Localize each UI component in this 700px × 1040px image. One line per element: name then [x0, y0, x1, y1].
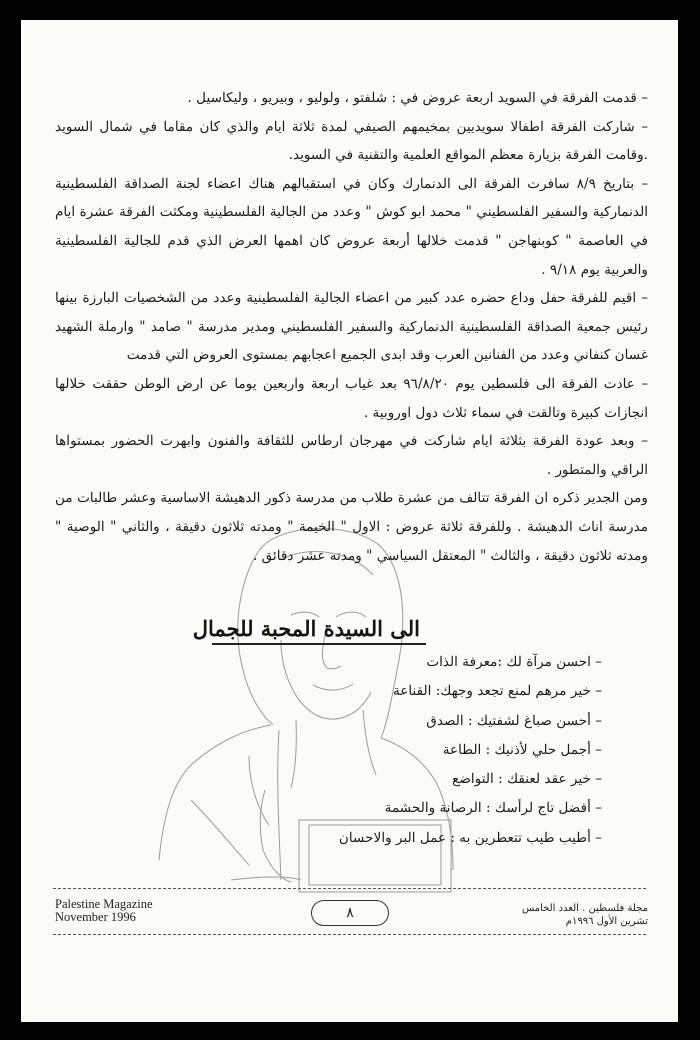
footer-top-divider — [53, 888, 646, 889]
heading-underline — [212, 643, 426, 645]
footer-magazine-name-ar: مجلة فلسطين . العدد الخامس — [521, 903, 648, 914]
article-paragraph: – شاركت الفرقة اطفالا سويديين بمخيمهم الصيفي لمدة ثلاثة ايام والذي كان مقاما في شمال السويد .وقامت الفرقة بزيارة معظم المواقع العلمية والتقنية في السويد. — [55, 118, 648, 164]
list-item: – خير مرهم لمنع تجعد وجهك: القناعة — [392, 683, 602, 700]
page-number: ٨ — [311, 900, 389, 926]
article-paragraph: – اقيم للفرقة حفل وداع حضره عدد كبير من اعضاء الجالية الفلسطينية وعدد من الشخصيات البارزة بينها رئيس جمعية الصداقة الفلسطينية الدنماركية والسفير الفلسطيني ومدير مدرسة " صامد " وارملة الشهيد غسان كنفاني وعدد من الفنانين العرب وقد ابدى الجميع اعجابهم بمستوى العروض التي قدمت — [55, 290, 648, 364]
list-item: – أطيب طيب تتعطرين به : عمل البر والاحسان — [338, 829, 602, 846]
magazine-page — [21, 20, 678, 1022]
footer-magazine-name-en: Palestine Magazine — [55, 897, 153, 911]
section-heading-block — [193, 616, 420, 645]
article-paragraph: – وبعد عودة الفرقة بثلاثة ايام شاركت في مهرجان ارطاس للثقافة والفنون وابهرت الحضور بمستواها الراقي والمتطور . — [55, 433, 648, 478]
section-heading: الى السيدة المحبة للجمال — [192, 616, 420, 641]
article-paragraph: ومن الجدير ذكره ان الفرقة تتالف من عشرة طلاب من مدرسة ذكور الدهيشة الاساسية وعشر طالبات من مدرسة اناث الدهيشة . وللفرقة ثلاثة عروض : الاول " الخيمة " ومدته ثلاثون دقيقة ، والثاني " الوصية " ومدته ثلاثون دقيقة ، والثالث " المعتقل السياسي " ومدته عشر دقائق . — [55, 490, 648, 564]
footer-date-ar: تشرين الأول ١٩٩٦م — [565, 916, 648, 927]
article-paragraph: – قدمت الفرقة في السويد اربعة عروض في : شلفتو ، ولوليو ، وبيريو ، وليكاسيل . — [187, 90, 648, 106]
footer-right — [522, 902, 648, 928]
beauty-advice-list — [339, 648, 602, 853]
list-item: – احسن مرآة لك :معرفة الذات — [426, 654, 602, 670]
list-item: – خير عقد لعنقك : التواضع — [452, 771, 602, 788]
article-paragraph: – بتاريخ ٨/٩ سافرت الفرقة الى الدنمارك وكان في استقبالهم هناك اعضاء لجنة الصداقة الفلسطينية الدنماركية والسفير الفلسطيني " محمد ابو كوش " وعدد من الجالية الفلسطينية ومكثت الفرقة عشرة ايام في العاصمة " كوبنهاجن " قدمت خلالها أربعة عروض كان اهمها العرض الذي قدم للجالية الفلسطينية والعربية يوم ٩/١٨ . — [55, 175, 648, 278]
list-item: – أجمل حلي لأذنيك : الطاعة — [442, 741, 602, 758]
list-item: – أفضل تاج لرأسك : الرصانة والحشمة — [384, 800, 602, 817]
footer-bottom-divider — [53, 934, 646, 935]
footer-date-en: November 1996 — [55, 910, 136, 924]
footer-left — [55, 898, 153, 924]
article-body — [55, 84, 648, 570]
list-item: – أحسن صباغ لشفتيك : الصدق — [426, 712, 602, 729]
article-paragraph: – عادت الفرقة الى فلسطين يوم ٩٦/٨/٢٠ بعد غياب اربعة واربعين يوما عن ارض الوطن حققت خلالها انجازات كبيرة وتالقت في سماء ثلاث دول اوروبية . — [55, 375, 648, 421]
